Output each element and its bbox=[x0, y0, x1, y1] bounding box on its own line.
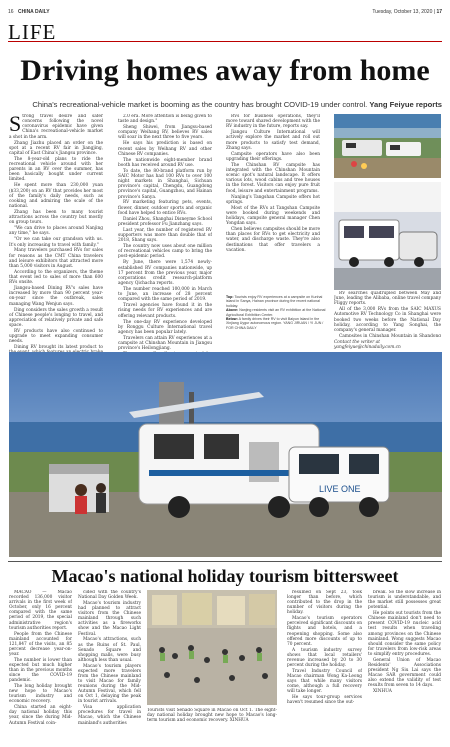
rv-waterfront-photo-graphic bbox=[9, 352, 442, 557]
header-right: Tuesday, October 13, 2020 | 17 bbox=[372, 9, 442, 15]
writer-contact bbox=[334, 340, 441, 350]
macao-paragraph: A tourism industry survey shows that local retailers' revenue increased by 20 to 30 percent during the holiday. bbox=[287, 647, 362, 668]
masthead: CHINA DAILY bbox=[17, 9, 50, 15]
header-left bbox=[8, 9, 50, 15]
drop-cap: S bbox=[9, 114, 22, 136]
section-title: LIFE bbox=[8, 20, 57, 44]
column-3-body bbox=[226, 114, 320, 253]
macao-column-2-body bbox=[78, 590, 141, 726]
column-1-body bbox=[9, 114, 103, 362]
article-paragraph: Many travelers purchased RVs for sales for reasons as the CMT China travelers and leisure exhibitors that attracted more than 5,000 visitors in August. bbox=[9, 248, 103, 269]
article-paragraph: Campsite operators have also been upgrading their offerings. bbox=[226, 151, 320, 162]
caption-below-label: Below: bbox=[226, 317, 238, 322]
column-4-body bbox=[334, 291, 441, 337]
article-paragraph: trong travel desire and safer concerns following the novel coronavirus epidemic have given China's recreational-vehicle market a shot in the arm. bbox=[9, 114, 103, 140]
article-paragraph: Nanjing's Tangshan Campsite offers hot springs. bbox=[226, 194, 320, 205]
caption-above-label: Above: bbox=[226, 308, 239, 313]
article-paragraph: He spent more than 230,000 yuan ($33,200) on an RV that provides her most of the family's daily needs, such as cooking and admiring the scale of the national. bbox=[9, 183, 103, 210]
macao-column-5 bbox=[368, 590, 441, 742]
macao-photo-credit: XINHUA bbox=[229, 718, 249, 724]
story-divider bbox=[8, 561, 442, 562]
article-paragraph: "Or we can take our grandson with us. It's only increasing to travel with family." bbox=[9, 237, 103, 248]
article-paragraph: RV marketing featuring pets, events, flower, dinner, outdoor sports and organic food have helped to entice RVs. bbox=[118, 200, 212, 216]
macao-paragraph: People from the Chinese mainland accounted for 121,847 of the visits, an 85 percent decrease year-on-year. bbox=[9, 631, 72, 657]
page-number-right: 17 bbox=[436, 9, 442, 15]
article-paragraph: Last year, the number of registered RV supporters was more than double that of 2018, Shang says. bbox=[118, 227, 212, 244]
article-paragraph: 2.0 era. More attention is being given to taste and design." bbox=[118, 114, 212, 125]
article-paragraph: Jiangsu-based Dining RV's sales have increased by more than 90 percent year-on-year since the outbreak, sales managing Wang Wenjun says. bbox=[9, 286, 103, 307]
caption-top-text: Tourists enjoy RV experiences at a campsite on Kunhai island in Sanya, Hainan province during the recent national holiday. bbox=[226, 295, 323, 308]
section-row bbox=[8, 20, 442, 42]
macao-photo-caption-text: Tourists visit Senado Square in Macao on Oct 1. The eight-day national holiday brought new hope to Macao's long-term tourism and economic recovery. bbox=[147, 708, 277, 724]
article-paragraph: Zhang Jiazhu placed an order on the spot at a recent RV fair in Jiangjing, capital of East China's Jiangsu province. bbox=[9, 140, 103, 156]
macao-paragraph: Travel Industry Council of Macao chairman Wong Ka-Leong says that while many visitors come, although a full recovery will take longer. bbox=[287, 668, 362, 695]
macao-column-4-body bbox=[287, 590, 362, 705]
macao-paragraph: break. So the slow increase in tourism is understandable, and the market still possesses great potential. bbox=[368, 590, 441, 611]
macao-paragraph: Macao's tourism operators perceived significant discounts on flights and hotels, and a reopening shopping. Some also offered more discounts of up to 70 percent. bbox=[287, 616, 362, 647]
issue-date: Tuesday, October 13, 2020 bbox=[372, 9, 433, 15]
photo-senado-square bbox=[147, 590, 277, 705]
article-paragraph: By June, there were 1,574 newly-established RV companies nationwide, up 17 percent from the previous year, major corporations credit research-platform agency Qichacha reports. bbox=[118, 260, 212, 287]
macao-paragraph: He points out tourists from the Chinese mainland don't need to present COVID-19 nucleic acid test results when traveling among provinces on the Chinese mainland. Wong suggests Macao should consider the same policy for travelers from low-risk areas to simplify entry procedures. bbox=[368, 611, 441, 657]
macao-paragraph: The number is lower than expected but much higher than in the previous months since the COVID-19 pandemic. bbox=[9, 657, 72, 684]
macao-photo-caption bbox=[147, 708, 277, 738]
article-paragraph: Ding considers the sales growth a result of Chinese people's longing to travel, and appreciation of relatively private and safe space. bbox=[9, 307, 103, 329]
article-paragraph: The Chinshan RV campsite has integrated with the Chinshan Mountain scenic spot's natural landscape. It offers various lots, wood cabins and tree houses in the forest. Visitors can enjoy pure fruit food, leisure and entertainment programs. bbox=[226, 162, 320, 194]
macao-paragraph: MACAO — Macao recorded 136,000 visitor arrivals in the first week of October, only 16 percent compared with the same period of 2019, the special administrative region's tourism authorities report. bbox=[9, 590, 72, 631]
article-column-2 bbox=[118, 114, 212, 362]
article-paragraph: According to the organizers, the theme that event led to sales of more than 600 RVs onsite. bbox=[9, 269, 103, 286]
contact-label: Contact the writer at bbox=[334, 340, 380, 345]
article-paragraph: Campsites in Chinshan Mountain in Shandong bbox=[339, 333, 441, 337]
caption-above-text: Nanjing residents visit an RV exhibition at the National Agricultural Exhibition Center. bbox=[226, 308, 326, 317]
macao-column-1 bbox=[9, 590, 72, 742]
photo-captions bbox=[226, 295, 326, 330]
photo-main-rv bbox=[9, 352, 442, 557]
caption-top bbox=[226, 295, 326, 308]
second-headline: Macao's national holiday tourism bittersweet bbox=[51, 566, 399, 586]
caption-above bbox=[226, 308, 326, 317]
macao-column-5-body bbox=[368, 590, 441, 694]
macao-paragraph: Visa application procedures for travel in Macao, which the Chinese mainland's authorities bbox=[78, 705, 141, 726]
macao-paragraph: Macao's attractions, such as the Ruins of St. Paul, Senado Square and shopping malls, were busy although less than usual. bbox=[78, 637, 141, 663]
contact-email: yangfeiyue@chinadaily.com.cn bbox=[334, 345, 401, 350]
macao-column-1-body bbox=[9, 590, 72, 726]
article-paragraph: The 8-year-old plans to ride the recreational vehicle around with her parents in an RV over the summer, has been basically bought under current limited. bbox=[9, 156, 103, 183]
page-header bbox=[8, 7, 442, 17]
macao-paragraph: The long holiday brought new hope to Macao's tourism industry and economic recovery. bbox=[9, 684, 72, 705]
caption-below-text: A family drives their RV to visit Baiyun Island in the Xinjiang Uygur autonomous region. bbox=[226, 317, 320, 326]
article-paragraph: Chen believes campsites should be more than places for RVs to get electricity and water, and discharge waste. They're also destinations that offer travelers a vacation. bbox=[226, 227, 320, 253]
caption-credits: YANG JIRUAN / YI JUN / FOR CHINA DAILY bbox=[226, 321, 324, 330]
svg-text:LIVE ONE: LIVE ONE bbox=[319, 484, 361, 494]
article-paragraph: RV searches quadrupled between May and June, leading the Alibaba, online travel company Fliggy reports. bbox=[334, 291, 441, 307]
article-paragraph: Daniel Zhou, Shanghai Disneyme School president professor Fu Jianzhang says. bbox=[118, 216, 212, 227]
caption-below bbox=[226, 317, 326, 330]
article-paragraph: Dining RV brought its latest product to bbox=[14, 345, 103, 351]
photo-campsite-top bbox=[334, 114, 441, 178]
article-paragraph: To date, the 80-brand platform run by SAIC Motor has had 100 RVs to over 100 night markets in Shanghai, Sichuan province's capital, Chengdu, Guangdong province's capital, Guangzhou, and Hainan province's Sanya. bbox=[118, 168, 212, 200]
article-paragraph: RVs for business operations, they'll move toward shared development with the RV industry in the future, reports say. bbox=[226, 114, 320, 130]
macao-paragraph: China started an eight-day national holiday this year, since the during Mid-Autumn Festival coin- bbox=[9, 705, 72, 726]
article-paragraph: Most of the RVs at Tangshan Campsite were booked during weekends and holidays, campsite general manager Chen Yongdan says. bbox=[226, 205, 320, 227]
article-column-3 bbox=[226, 114, 320, 291]
article-paragraph: All of the 3,000 RVs from the SAIC MAXUS Automotive RV Technology Co in Shanghai were booked two weeks before the National Day holiday, according to Yang Songhai, the company's general manager. bbox=[334, 307, 441, 333]
column-2-body bbox=[118, 114, 212, 362]
photo-exhibition bbox=[334, 182, 441, 290]
macao-column-4 bbox=[287, 590, 362, 742]
macao-paragraph: General Union of Macao Residents' Associations president Ng Siu Lai says the Macao SAR government could also extend the validity of test results from seven to 14 days. bbox=[368, 657, 441, 689]
article-paragraph: The number reached 100,000 in March to June, an increase of 28 percent compared with the same period of 2019. bbox=[118, 286, 212, 303]
macao-paragraph: cided with the country's National Day Golden Week. bbox=[78, 590, 141, 601]
macao-paragraph: Macao's tourism industry had planned to attract visitors from the Chinese mainland through such activities as a fireworks show and the Macao Light Festival. bbox=[78, 600, 141, 637]
byline: Yang Feiyue reports bbox=[369, 100, 442, 109]
article-paragraph: Sheng Shiwei, from Jiangsu-based company Weihang RV, believes RV sales will soar in the next three to five years. bbox=[118, 125, 212, 141]
article-paragraph: RV products have also continued to upgrade to meet expanding consumer needs. bbox=[9, 329, 103, 345]
article-paragraph: The nationwide eight-member brand booth has received around RV use. bbox=[118, 157, 212, 168]
macao-paragraph: He says tour-group services haven't resumed since the out- bbox=[287, 695, 362, 706]
standfirst bbox=[8, 100, 442, 109]
senado-square-photo-graphic bbox=[147, 590, 277, 705]
article-paragraph: He says his prediction is based on recent sales by Weihang RV and other Chinese RV companies. bbox=[118, 141, 212, 157]
article-paragraph: The country now uses about one million of recreational vehicles camp to bring the post-epidemic period. bbox=[118, 244, 212, 260]
caption-top-label: Top: bbox=[226, 295, 234, 299]
article-column-1 bbox=[9, 114, 103, 362]
article-paragraph: Zhang has been to many tourist attractions across the country but mostly on group tours. bbox=[9, 210, 103, 226]
article-paragraph: "We can drive to places around Nanjing any time," he says. bbox=[9, 226, 103, 237]
macao-paragraph: Macao's tourism players expected more travelers from the Chinese mainland to visit Macao for family reunions during the Mid-Autumn Festival, which fell on Oct 1, delaying the peak in tourist arrivals. bbox=[78, 663, 141, 705]
article-paragraph: Travelers can attain RV experiences at a campsite at Chinshan Mountain in Jiangsu province's Heilongjiang. bbox=[118, 335, 212, 352]
headline: Driving homes away from home bbox=[20, 54, 430, 87]
macao-paragraph: resumed on Sept 23, took longer than before, which contributed to the drop in the number of visitors during the holiday. bbox=[287, 590, 362, 616]
exhibition-photo-graphic bbox=[334, 182, 441, 290]
macao-column-2 bbox=[78, 590, 141, 742]
macao-paragraph: XINHUA bbox=[373, 689, 392, 695]
campsite-photo-graphic bbox=[334, 114, 441, 178]
standfirst-text: China's recreational-vehicle market is booming as the country has brought COVID-19 under control. bbox=[32, 100, 368, 109]
article-paragraph: Jiangsu Culture International will actively explore the market and roll out more products to satisfy test demand, Zhang says. bbox=[226, 130, 320, 151]
article-column-4 bbox=[334, 291, 441, 337]
article-paragraph: The one-day RV experience developed by Ronggu Culture International travel agency has been popular lately. bbox=[118, 319, 212, 335]
article-paragraph: Travel agencies have found it in the rising needs for RV experiences and are offering relevant products. bbox=[118, 303, 212, 319]
page-number-left: 16 bbox=[8, 9, 14, 15]
